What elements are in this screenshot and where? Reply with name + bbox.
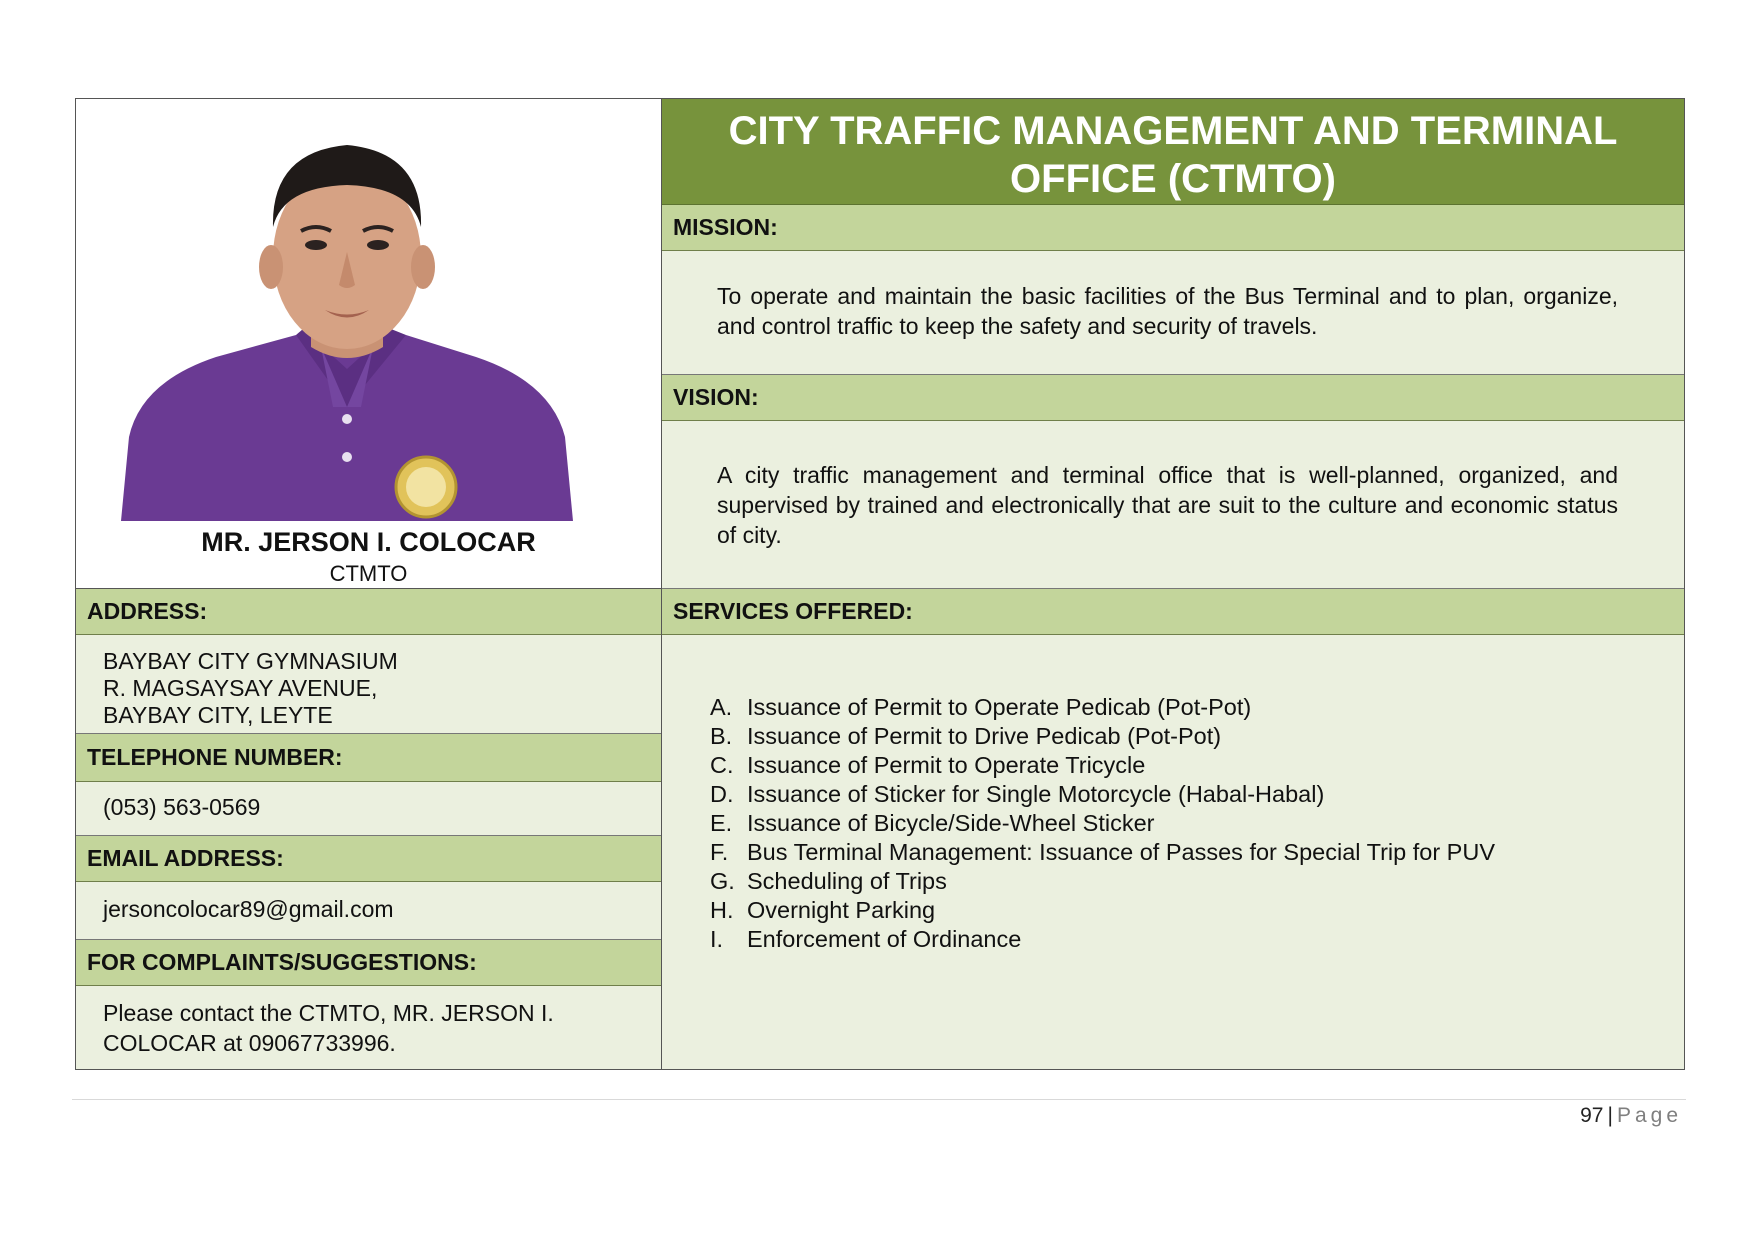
service-item-text: Enforcement of Ordinance [747,926,1022,952]
person-position: CTMTO [329,561,408,586]
complaints-line-1: Please contact the CTMTO, MR. JERSON I. [103,1000,554,1026]
service-item-letter: H. [710,897,734,923]
mission-cell [662,251,1684,375]
person-photo-icon [121,107,573,521]
mission-text: To operate and maintain the basic facilities of the Bus Terminal and to plan, organize, and control traffic to keep the safety and security of travels. [717,283,1618,339]
profile-photo-block [76,99,661,589]
services-header: SERVICES OFFERED: [662,589,1684,635]
service-item-text: Issuance of Permit to Operate Tricycle [747,752,1146,778]
address-line-1: BAYBAY CITY GYMNASIUM [103,648,398,674]
email-cell [76,882,661,940]
service-item-text: Scheduling of Trips [747,868,947,894]
service-item-letter: I. [710,926,724,952]
right-column [662,99,1684,1069]
service-item [710,809,1644,838]
telephone-header: TELEPHONE NUMBER: [76,734,661,782]
left-column [76,99,662,1069]
service-item-text: Issuance of Sticker for Single Motorcycle (Habal-Habal) [747,781,1325,807]
address-line-2: R. MAGSAYSAY AVENUE, [103,675,378,701]
person-name: MR. JERSON I. COLOCAR [201,527,536,557]
service-item-letter: C. [710,752,734,778]
mission-header: MISSION: [662,205,1684,251]
service-item-text: Overnight Parking [747,897,936,923]
email-header: EMAIL ADDRESS: [76,836,661,882]
complaints-cell [76,986,661,1069]
service-item [710,838,1644,867]
email-value: jersoncolocar89@gmail.com [103,896,394,922]
service-item-text: Issuance of Bicycle/Side-Wheel Sticker [747,810,1155,836]
service-item-letter: D. [710,781,734,807]
service-item-text: Issuance of Permit to Operate Pedicab (Pot-Pot) [747,694,1252,720]
page-number [1580,1104,1682,1128]
address-cell [76,635,661,734]
page-word: Page [1616,1104,1682,1127]
service-item [710,780,1644,809]
service-item-letter: G. [710,868,735,894]
service-item [710,693,1644,722]
service-item-text: Bus Terminal Management: Issuance of Passes for Special Trip for PUV [747,839,1495,865]
vision-text: A city traffic management and terminal office that is well-planned, organized, and supervised by trained and electronically that are suit to the culture and economic status of city. [717,462,1618,548]
complaints-line-2: COLOCAR at 09067733996. [103,1030,396,1056]
service-item [710,751,1644,780]
service-item [710,722,1644,751]
service-item-letter: B. [710,723,733,749]
telephone-value: (053) 563-0569 [103,794,261,820]
services-list [710,693,1644,954]
vision-cell [662,421,1684,589]
telephone-cell [76,782,661,836]
services-cell [662,635,1684,1069]
complaints-header: FOR COMPLAINTS/SUGGESTIONS: [76,940,661,986]
service-item [710,925,1644,954]
footer-divider [72,1099,1686,1100]
office-title: CITY TRAFFIC MANAGEMENT AND TERMINAL OFFICE (CTMTO) [662,99,1684,205]
service-item-letter: F. [710,839,729,865]
page-number-value: 97 [1580,1104,1604,1127]
vision-header: VISION: [662,375,1684,421]
address-line-3: BAYBAY CITY, LEYTE [103,702,333,728]
service-item [710,867,1644,896]
service-item-letter: E. [710,810,733,836]
page-separator: | [1607,1104,1613,1127]
office-profile-sheet [75,98,1685,1070]
service-item [710,896,1644,925]
service-item-text: Issuance of Permit to Drive Pedicab (Pot-Pot) [747,723,1222,749]
address-header: ADDRESS: [76,589,661,635]
service-item-letter: A. [710,694,733,720]
